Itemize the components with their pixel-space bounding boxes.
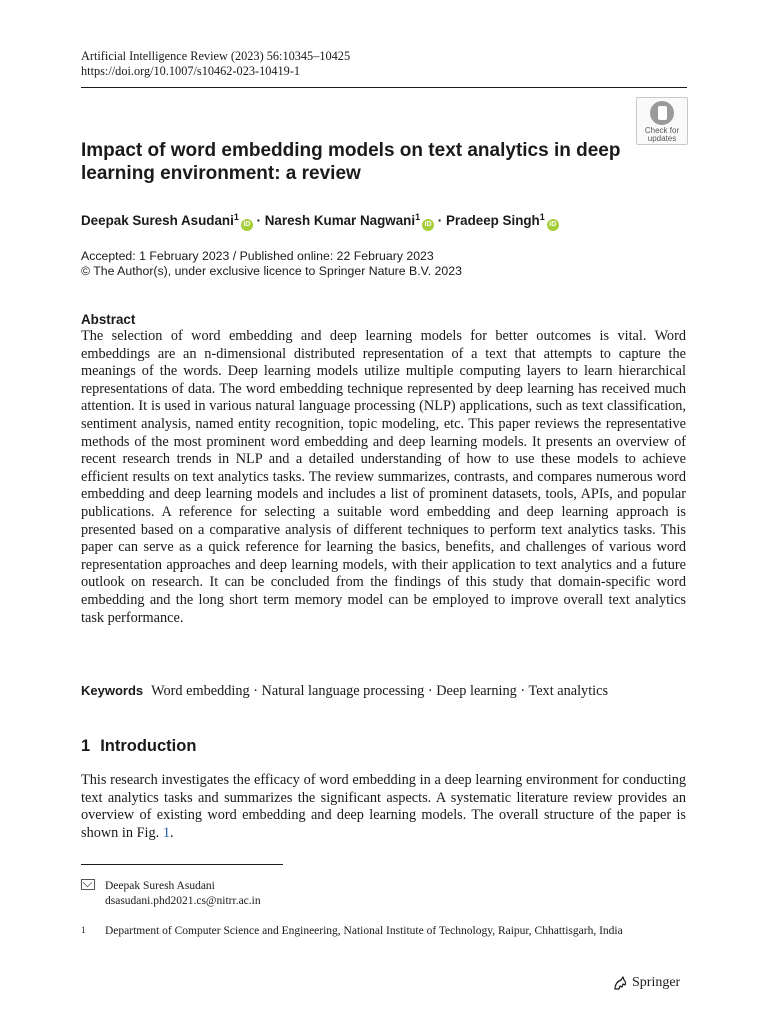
affiliation-marker: 1 [233, 212, 239, 222]
abstract-text: The selection of word embedding and deep learning models for better outcomes is vital. Word embeddings are an n-dimensional distributed representation of a text that attempts to capture the meanings of the words. Deep learning models utilize multiple computing layers to learn hierarchical representations of data. The word embedding technique represented by deep learning has received much attention. It is used in various natural language processing (NLP) applications, such as text classification, sentiment analysis, named entity recognition, topic modeling, etc. This paper reviews the representative methods of the most prominent word embedding and deep learning models. It presents an overview of recent research trends in NLP and a detailed understanding of how to use these models to achieve efficient results on text analytics tasks. The review summarizes, contrasts, and compares numerous word embedding and deep learning models and includes a list of prominent datasets, tools, APIs, and popular publications. A reference for selecting a suitable word embedding and deep learning approach is presented based on a comparative analysis of different techniques to perform text analytics tasks. This paper can serve as a quick reference for learning the basics, benefits, and challenges of various word representation approaches and deep learning models, with their application to text analytics and a future outlook on research. It can be concluded from the findings of this study that domain-specific word embedding and the long short term memory model can be employed to improve overall text analytics task performance. [81, 328, 686, 626]
section-title: Introduction [100, 737, 197, 755]
corresponding-author-footnote [81, 879, 686, 909]
orcid-icon[interactable]: iD [422, 219, 434, 231]
check-for-updates-badge[interactable] [636, 97, 688, 145]
author-name: Pradeep Singh [445, 213, 540, 228]
introduction-paragraph: This research investigates the efficacy of word embedding in a deep learning environment for conducting text analytics tasks and summarizes the significant aspects. A systematic literature review provides an overview of existing word embedding and deep learning models. The overall structure of the paper is shown in Fig. 1. [81, 772, 686, 841]
author-name: Naresh Kumar Nagwani [264, 213, 416, 228]
orcid-icon[interactable]: iD [241, 219, 253, 231]
publisher-name: Springer [632, 975, 681, 990]
check-for-updates-label-1: Check for [644, 126, 680, 135]
affiliation-marker: 1 [539, 212, 545, 222]
copyright-line: © The Author(s), under exclusive licence to Springer Nature B.V. 2023 [81, 264, 462, 278]
keywords-label: Keywords [81, 683, 144, 698]
figure-reference-link[interactable]: 1 [162, 824, 170, 841]
author-separator: · [252, 213, 265, 228]
author-separator: · [434, 213, 446, 228]
keywords-line [81, 682, 701, 700]
affiliation-footnote [81, 924, 686, 939]
envelope-icon [81, 879, 95, 890]
affiliation-text: Department of Computer Science and Engineering, National Institute of Technology, Raipur, Chhattisgarh, India [105, 925, 623, 937]
author-1[interactable] [81, 213, 253, 228]
intro-text: This research investigates the efficacy of word embedding in a deep learning environment for conducting text analytics tasks and summarizes the significant aspects. A systematic literature review provides an overview of existing word embedding and deep learning models. The overall structure of the paper is shown in Fig. [81, 772, 686, 841]
section-heading [81, 735, 196, 757]
affiliation-marker: 1 [415, 212, 421, 222]
journal-citation: Artificial Intelligence Review (2023) 56:10345–10425 [81, 49, 351, 63]
author-2[interactable] [265, 213, 434, 228]
doi-link[interactable]: https://doi.org/10.1007/s10462-023-10419-1 [81, 64, 301, 78]
section-number: 1 [81, 737, 91, 755]
author-name: Deepak Suresh Asudani [81, 213, 234, 228]
keywords-text: Word embedding · Natural language processing · Deep learning · Text analytics [151, 683, 609, 699]
publisher-logo [612, 973, 680, 993]
paper-title: Impact of word embedding models on text analytics in deep learning environment: a review [81, 140, 621, 184]
bookmark-icon [650, 101, 674, 125]
corresponding-author-email[interactable]: dsasudani.phd2021.cs@nitrr.ac.in [105, 895, 261, 907]
header-divider [81, 87, 687, 88]
author-list [81, 208, 559, 231]
author-3[interactable] [446, 213, 559, 228]
abstract-heading: Abstract [81, 312, 136, 327]
affiliation-footnote-marker: 1 [81, 925, 86, 935]
check-for-updates-label-2: updates [647, 134, 677, 143]
orcid-icon[interactable]: iD [547, 219, 559, 231]
accepted-published-line: Accepted: 1 February 2023 / Published online: 22 February 2023 [81, 249, 434, 263]
corresponding-author-name: Deepak Suresh Asudani [105, 880, 215, 892]
journal-header [81, 49, 350, 79]
footnote-divider [81, 864, 283, 865]
publication-dates [81, 249, 462, 279]
springer-horse-icon [612, 975, 628, 991]
